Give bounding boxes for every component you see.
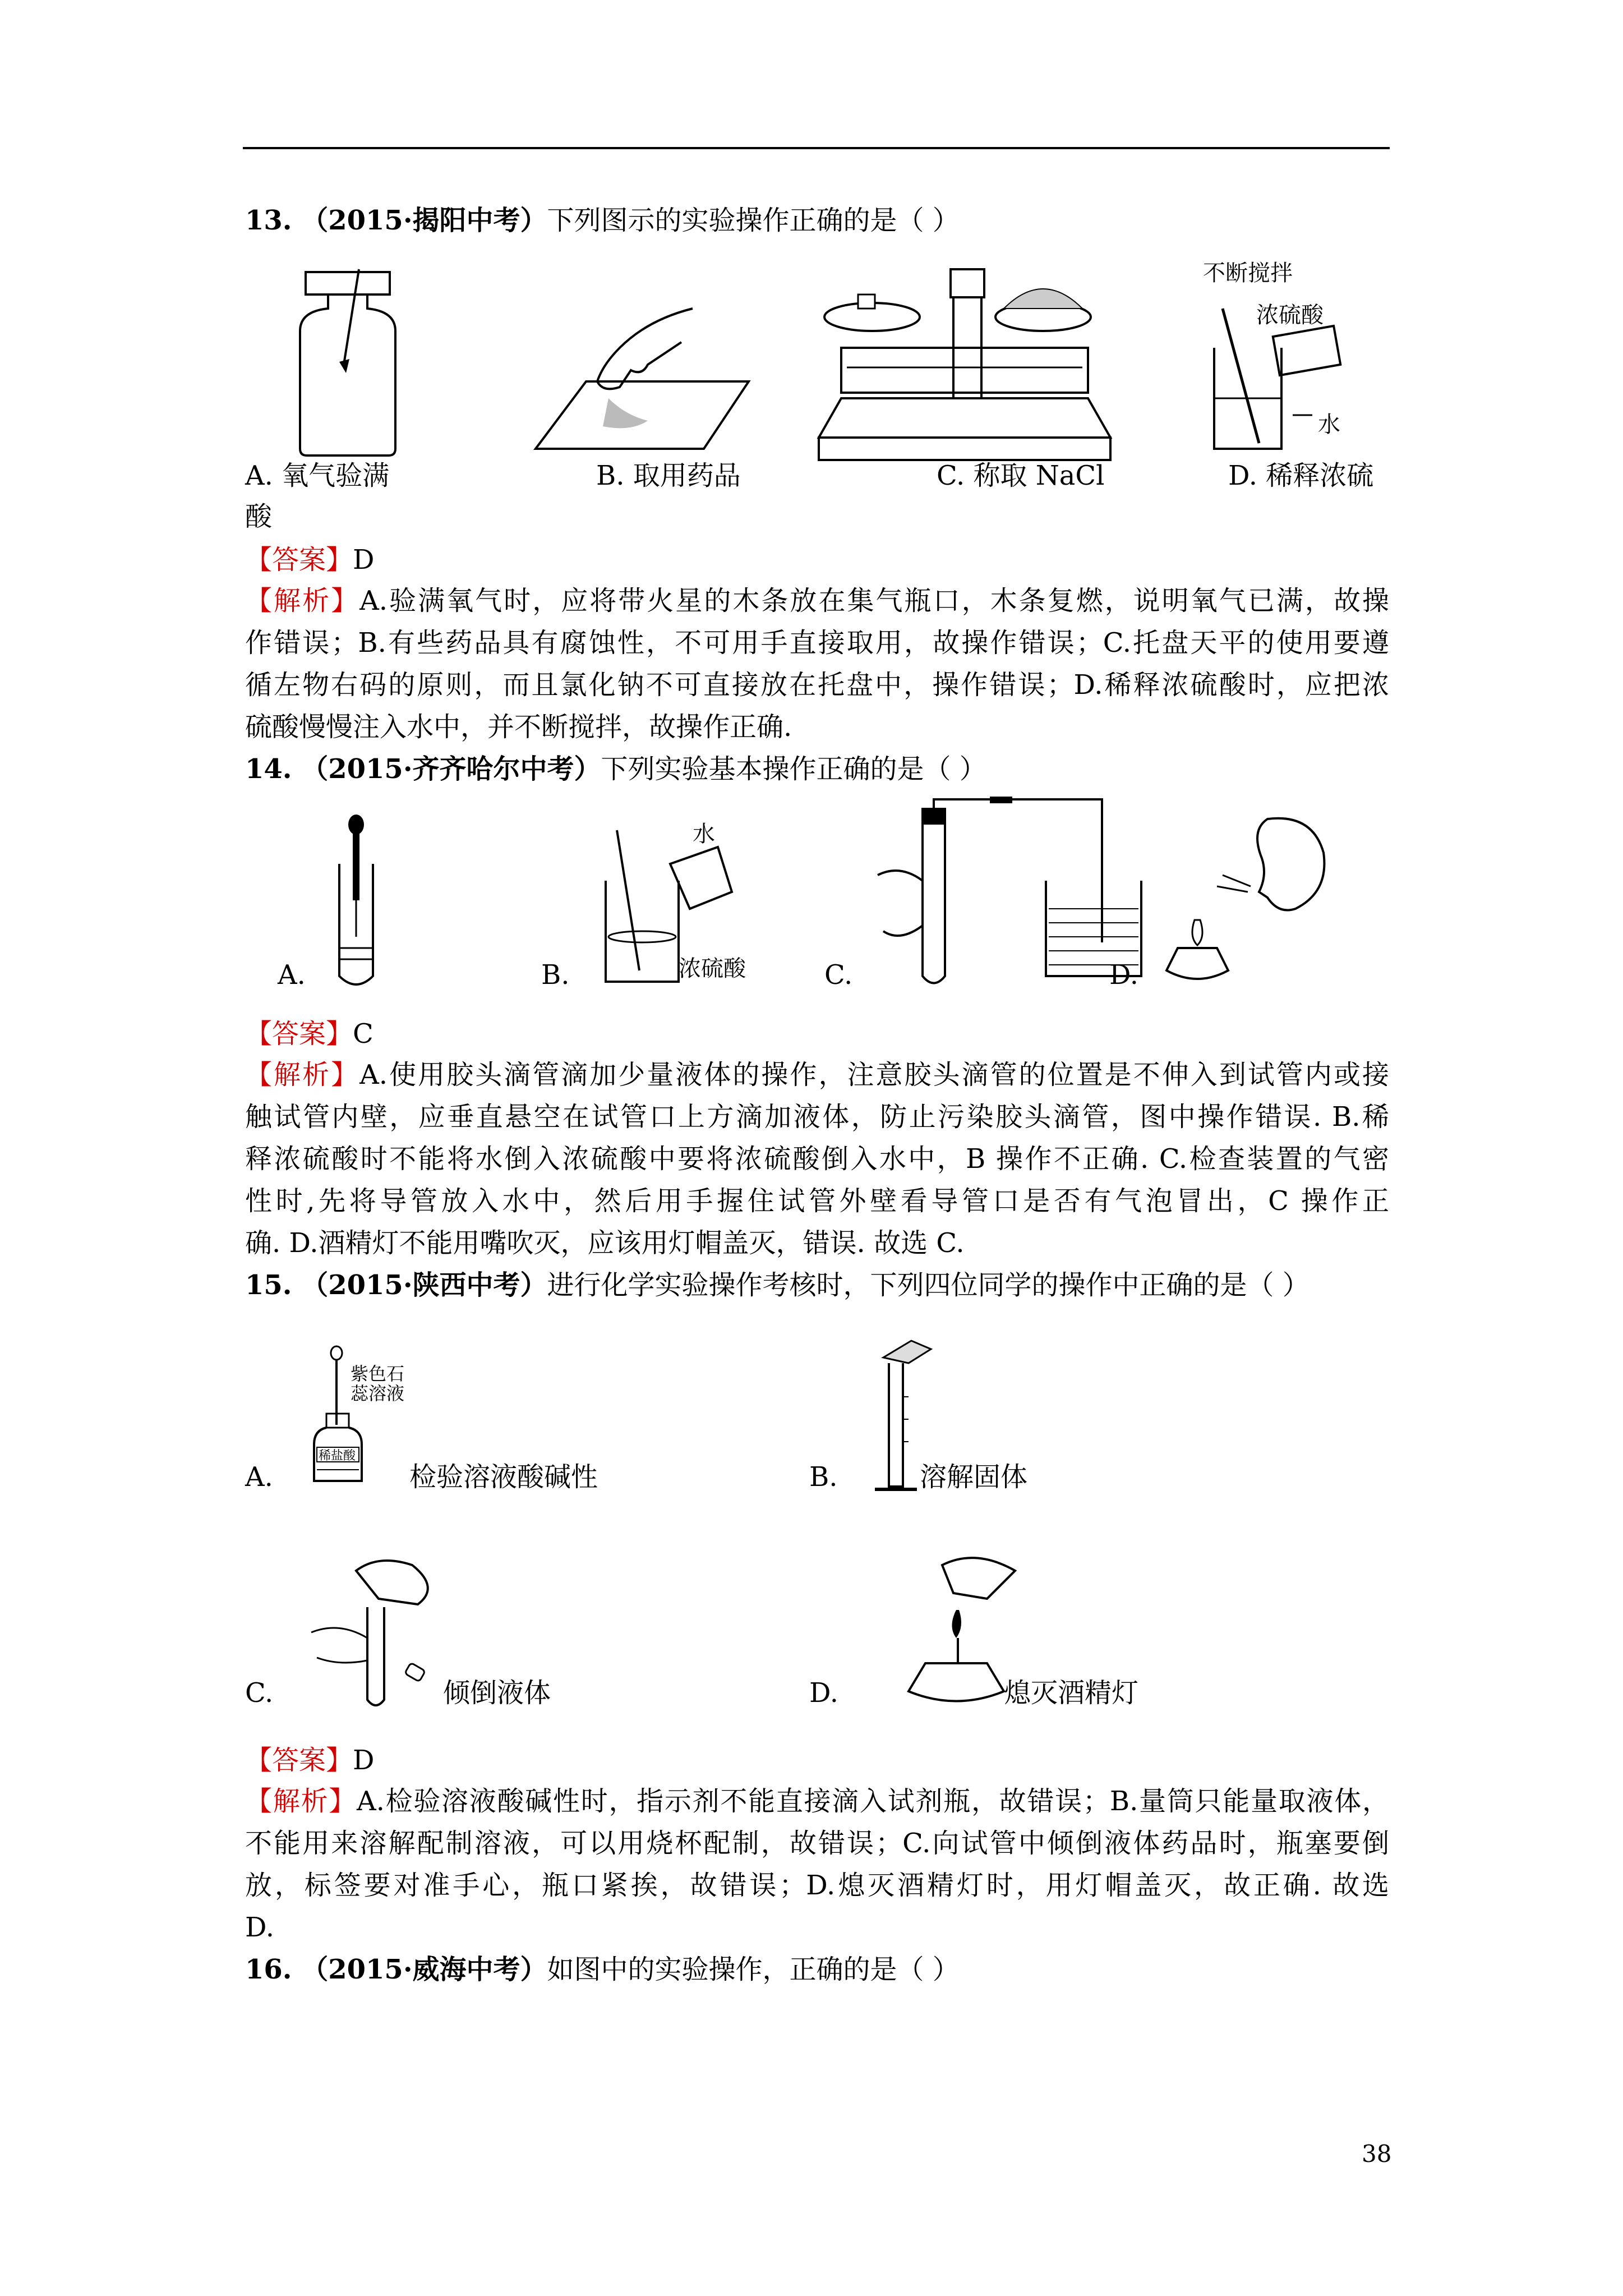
- answer-tag: 【答案】: [245, 1018, 353, 1050]
- q15-option-d-text: 熄灭酒精灯: [1004, 1677, 1139, 1709]
- q14-option-b: B.: [541, 959, 570, 991]
- q13-answer: [245, 544, 375, 576]
- answer-tag: 【答案】: [245, 1745, 353, 1776]
- analysis-tag: 【解析】: [245, 585, 360, 616]
- q13-analysis-line-4: 硫酸慢慢注入水中，并不断搅拌，故操作正确.: [245, 711, 792, 743]
- q13-option-c: C. 称取 NaCl: [937, 460, 1105, 491]
- dropper-in-tube-figure: [334, 813, 379, 993]
- question-source: 15. （2015·陕西中考）: [245, 1269, 547, 1301]
- litmus-label-1: 紫色石: [351, 1363, 405, 1384]
- q15-analysis-line-1: 【解析】A.检验溶液酸碱性时，指示剂不能直接滴入试剂瓶，故错误；B.量筒只能量取液体，: [245, 1786, 1389, 1817]
- q15-analysis-line-4: D.: [245, 1912, 275, 1943]
- blowing-out-lamp-figure: [1155, 808, 1340, 987]
- answer-tag: 【答案】: [245, 544, 353, 576]
- acid-label: 浓硫酸: [1256, 302, 1324, 328]
- q13-option-a: A. 氧气验满: [245, 460, 390, 491]
- header-rule: [243, 147, 1390, 149]
- pour-water-into-acid-figure: [600, 819, 768, 987]
- water-label: 水: [1318, 412, 1340, 438]
- water-label: 水: [693, 821, 715, 847]
- q15-option-b-text: 溶解固体: [920, 1461, 1028, 1493]
- q15-option-c: C.: [245, 1677, 274, 1709]
- balance-figure: [819, 264, 1110, 466]
- q13-stem: 13. （2015·揭阳中考）下列图示的实验操作正确的是（ ）: [245, 205, 960, 236]
- answer-value: C: [353, 1018, 374, 1050]
- q15-option-d: D.: [809, 1677, 839, 1709]
- bottle-label: 稀盐酸: [319, 1449, 356, 1463]
- q13-option-d-wrap: 酸: [245, 501, 273, 532]
- q15-option-b: B.: [809, 1461, 838, 1493]
- question-source: 16. （2015·威海中考）: [245, 1954, 547, 1985]
- answer-value: D: [353, 1745, 375, 1776]
- q14-answer: [245, 1018, 374, 1050]
- q15-option-c-text: 倾倒液体: [443, 1677, 551, 1709]
- litmus-label-2: 蕊溶液: [351, 1383, 405, 1404]
- analysis-tag: 【解析】: [245, 1059, 360, 1091]
- q14-analysis-line-1: 【解析】A.使用胶头滴管滴加少量液体的操作，注意胶头滴管的位置是不伸入到试管内或接: [245, 1059, 1389, 1091]
- q14-analysis-line-4: 性时,先将导管放入水中，然后用手握住试管外壁看导管口是否有气泡冒出，C 操作正: [245, 1185, 1389, 1217]
- hand-taking-powder-figure: [536, 303, 749, 454]
- q15-option-a-text: 检验溶液酸碱性: [409, 1461, 598, 1493]
- acid-label: 浓硫酸: [679, 956, 746, 982]
- analysis-tag: 【解析】: [245, 1786, 357, 1817]
- q14-analysis-line-3: 释浓硫酸时不能将水倒入浓硫酸中要将浓硫酸倒入水中，B 操作不正确. C.检查装置的气密: [245, 1143, 1389, 1175]
- q16-stem: 16. （2015·威海中考）如图中的实验操作，正确的是（ ）: [245, 1954, 960, 1985]
- airtightness-check-figure: [878, 797, 1147, 999]
- q14-option-d: D.: [1109, 959, 1139, 991]
- dilute-acid-figure: [1192, 258, 1394, 460]
- q13-option-d: D. 稀释浓硫: [1228, 460, 1374, 491]
- q14-stem: 14. （2015·齐齐哈尔中考）下列实验基本操作正确的是（ ）: [245, 753, 986, 785]
- q13-analysis-line-2: 作错误；B.有些药品具有腐蚀性，不可用手直接取用，故操作错误；C.托盘天平的使用要遵: [245, 627, 1389, 659]
- q15-analysis-line-2: 不能用来溶解配制溶液，可以用烧杯配制，故错误；C.向试管中倾倒液体药品时，瓶塞要倒: [245, 1828, 1389, 1859]
- q15-option-a: A.: [245, 1461, 273, 1493]
- q14-option-c: C.: [824, 959, 853, 991]
- q15-stem: 15. （2015·陕西中考）进行化学实验操作考核时，下列四位同学的操作中正确的是（ ）: [245, 1269, 1310, 1301]
- q13-analysis-line-3: 循左物右码的原则，而且氯化钠不可直接放在托盘中，操作错误；D.稀释浓硫酸时，应把浓: [245, 669, 1389, 701]
- question-source: 13. （2015·揭阳中考）: [245, 205, 547, 236]
- q14-option-a: A.: [278, 959, 306, 991]
- question-source: 14. （2015·齐齐哈尔中考）: [245, 753, 601, 785]
- oxygen-test-figure: [294, 269, 407, 460]
- page-number: 38: [1362, 2140, 1392, 2168]
- pour-liquid-figure: [311, 1554, 440, 1711]
- q13-analysis-line-1: 【解析】A.验满氧气时，应将带火星的木条放在集气瓶口，木条复燃，说明氧气已满，故操: [245, 585, 1389, 616]
- q15-analysis-line-3: 放，标签要对准手心，瓶口紧挨，故错误；D.熄灭酒精灯时，用灯帽盖灭，故正确. 故选: [245, 1870, 1389, 1901]
- answer-value: D: [353, 544, 375, 576]
- q14-analysis-line-5: 确. D.酒精灯不能用嘴吹灭，应该用灯帽盖灭，错误. 故选 C.: [245, 1227, 965, 1259]
- stir-label: 不断搅拌: [1203, 260, 1293, 286]
- q13-option-b: B. 取用药品: [596, 460, 741, 491]
- q15-answer: [245, 1745, 375, 1776]
- q14-analysis-line-2: 触试管内壁，应垂直悬空在试管口上方滴加液体，防止污染胶头滴管，图中操作错误. B.稀: [245, 1101, 1389, 1133]
